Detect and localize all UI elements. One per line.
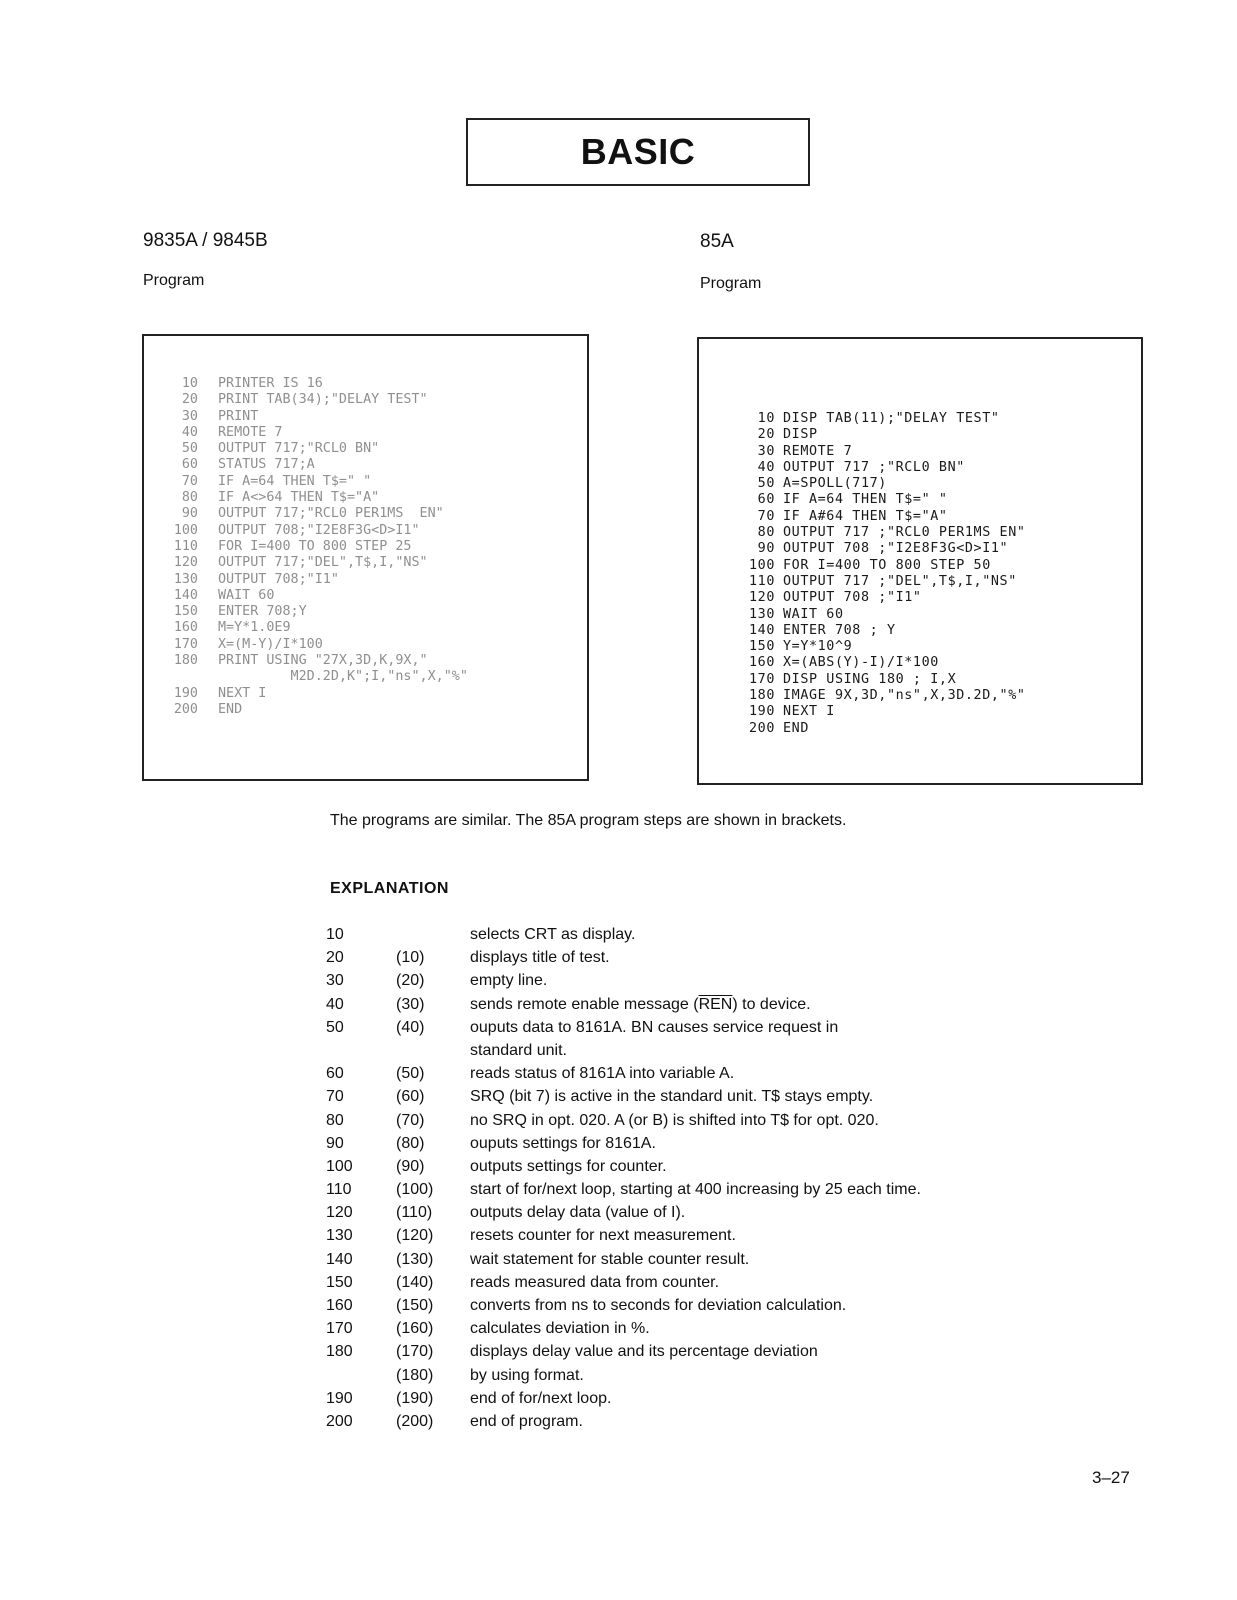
hp85-line-number: (170)	[396, 1343, 434, 1361]
code-line	[741, 655, 1026, 671]
code-text: FOR I=400 TO 800 STEP 50	[783, 557, 991, 573]
line-number: 100	[173, 522, 198, 538]
line-number: 150	[173, 604, 198, 620]
line-number: 100	[749, 557, 775, 573]
explanation-row	[322, 1065, 1022, 1088]
hp85-line-number: (60)	[396, 1088, 425, 1106]
explanation-text: end of for/next loop.	[470, 1389, 612, 1407]
line-number: 90	[757, 541, 775, 557]
basic-line-number: 120	[326, 1204, 353, 1222]
code-line	[741, 688, 1026, 704]
line-number: 160	[749, 655, 775, 671]
explanation-row	[322, 1181, 1022, 1204]
right-program-listing	[697, 337, 1143, 785]
explanation-text: converts from ns to seconds for deviation calculation.	[470, 1297, 847, 1314]
explanation-row	[322, 1413, 1022, 1436]
code-line	[164, 539, 468, 555]
code-line	[741, 476, 1026, 492]
code-text: A=SPOLL(717)	[783, 476, 887, 492]
hp85-line-number: (40)	[396, 1018, 425, 1036]
code-text: PRINT	[218, 408, 259, 424]
basic-line-number: 190	[326, 1389, 353, 1407]
line-number: 60	[181, 457, 198, 473]
explanation-row	[322, 1390, 1022, 1413]
code-line	[164, 523, 468, 539]
code-line	[741, 590, 1026, 606]
hp85-line-number: (140)	[396, 1273, 434, 1291]
code-text: OUTPUT 708;"I2E8F3G<D>I1"	[218, 522, 420, 538]
explanation-row	[322, 1135, 1022, 1158]
explanation-row	[322, 1042, 1022, 1065]
code-line	[741, 574, 1026, 590]
code-line	[741, 427, 1026, 443]
basic-line-number: 200	[326, 1412, 353, 1430]
ren-overline-mnemonic: $\overline{REN}$	[698, 995, 733, 1013]
explanation-text: ouputs data to 8161A. BN causes service request in	[470, 1018, 839, 1036]
hp85-line-number: (130)	[396, 1250, 434, 1268]
line-number: 80	[181, 490, 198, 506]
explanation-text: start of for/next loop, starting at 400 increasing by 25 each time.	[470, 1181, 921, 1199]
page-number: 3–27	[1092, 1468, 1130, 1487]
code-line	[164, 686, 468, 702]
basic-line-number: 60	[326, 1065, 344, 1083]
code-text: OUTPUT 708 ;"I2E8F3G<D>I1"	[783, 541, 1009, 557]
basic-line-number: 110	[326, 1181, 352, 1199]
code-line	[741, 704, 1026, 720]
left-program-label: Program	[143, 272, 205, 289]
line-number: 90	[181, 506, 198, 522]
code-text: M2D.2D,K";I,"ns",X,"%"	[218, 669, 468, 685]
code-text: IMAGE 9X,3D,"ns",X,3D.2D,"%"	[783, 688, 1026, 704]
code-text: DISP	[783, 427, 818, 443]
explanation-text: resets counter for next measurement.	[470, 1227, 736, 1245]
explanation-text: reads measured data from counter.	[470, 1273, 720, 1291]
line-number: 30	[757, 443, 775, 459]
line-number: 180	[173, 653, 198, 669]
code-line	[164, 441, 468, 457]
explanation-row	[322, 1158, 1022, 1181]
line-number: 60	[757, 492, 775, 508]
line-number: 70	[181, 473, 198, 489]
title-box	[466, 118, 810, 186]
explanation-row	[322, 1274, 1022, 1297]
line-number	[164, 669, 198, 685]
left-model-heading: 9835A / 9845B	[143, 230, 268, 251]
line-number: 40	[181, 424, 198, 440]
code-line	[741, 411, 1026, 427]
hp85-line-number: (200)	[396, 1412, 434, 1430]
code-line	[741, 721, 1026, 737]
explanation-text: displays title of test.	[470, 949, 610, 967]
explanation-row	[322, 1088, 1022, 1111]
basic-line-number: 160	[326, 1297, 353, 1314]
code-text: IF A=64 THEN T$=" "	[783, 492, 948, 508]
code-line	[164, 555, 468, 571]
code-line	[741, 460, 1026, 476]
line-number: 40	[757, 459, 775, 475]
line-number: 120	[749, 590, 775, 606]
line-number: 200	[749, 720, 775, 736]
basic-line-number: 40	[326, 995, 344, 1013]
code-text: REMOTE 7	[218, 424, 283, 440]
code-line	[164, 376, 468, 392]
explanation-row	[322, 996, 1022, 1019]
basic-line-number: 10	[326, 926, 344, 943]
explanation-row	[322, 1227, 1022, 1250]
hp85-line-number: (20)	[396, 972, 425, 990]
explanation-text: outputs delay data (value of I).	[470, 1204, 686, 1222]
code-text: END	[783, 720, 809, 736]
basic-line-number: 100	[326, 1157, 353, 1175]
line-number: 50	[181, 441, 198, 457]
line-number: 140	[749, 622, 775, 638]
explanation-row	[322, 1343, 1022, 1366]
code-line	[164, 637, 468, 653]
right-model-heading: 85A	[700, 231, 734, 252]
code-text: M=Y*1.0E9	[218, 620, 291, 636]
hp85-line-number: (50)	[396, 1065, 425, 1083]
code-text: OUTPUT 708;"I1"	[218, 571, 339, 587]
code-text: DISP TAB(11);"DELAY TEST"	[783, 411, 1000, 426]
explanation-row	[322, 926, 1022, 949]
code-text: REMOTE 7	[783, 443, 853, 459]
code-text: END	[218, 701, 243, 717]
explanation-text: SRQ (bit 7) is active in the standard unit. T$ stays empty.	[470, 1088, 874, 1106]
code-line	[164, 572, 468, 588]
code-line	[741, 623, 1026, 639]
explanation-row	[322, 949, 1022, 972]
code-line	[164, 620, 468, 636]
basic-line-number: 170	[326, 1320, 353, 1338]
basic-line-number: 70	[326, 1088, 344, 1106]
line-number: 20	[181, 392, 198, 408]
code-text: ENTER 708;Y	[218, 604, 307, 620]
hp85-line-number	[396, 1042, 466, 1065]
page-title: BASIC	[580, 131, 696, 172]
code-line	[164, 457, 468, 473]
explanation-row	[322, 1204, 1022, 1227]
left-program-listing	[142, 334, 589, 781]
explanation-text: end of program.	[470, 1412, 583, 1430]
code-text: OUTPUT 717;"RCL0 BN"	[218, 441, 380, 457]
basic-line-number: 90	[326, 1134, 344, 1152]
left-code-lines	[164, 376, 468, 718]
explanation-row	[322, 1297, 1022, 1320]
explanation-text: ouputs settings for 8161A.	[470, 1134, 656, 1152]
explanation-table	[322, 926, 1022, 1436]
explanation-row	[322, 1019, 1022, 1042]
code-line	[741, 492, 1026, 508]
intro-text: The programs are similar. The 85A program steps are shown in brackets.	[330, 812, 847, 829]
basic-line-number: 180	[326, 1343, 353, 1361]
line-number: 190	[173, 685, 198, 701]
code-line	[741, 525, 1026, 541]
explanation-row	[322, 972, 1022, 995]
right-code-lines	[741, 411, 1026, 737]
code-line	[164, 392, 468, 408]
hp85-line-number	[396, 926, 466, 949]
code-text: OUTPUT 717 ;"RCL0 BN"	[783, 459, 965, 475]
code-line	[741, 639, 1026, 655]
code-text: NEXT I	[783, 704, 835, 720]
line-number: 10	[757, 411, 775, 426]
code-line	[741, 509, 1026, 525]
code-line	[164, 604, 468, 620]
code-text: ENTER 708 ; Y	[783, 622, 896, 638]
line-number: 30	[181, 408, 198, 424]
basic-line-number	[322, 1367, 396, 1390]
code-text: OUTPUT 717 ;"DEL",T$,I,"NS"	[783, 573, 1017, 589]
code-text: OUTPUT 717;"RCL0 PER1MS EN"	[218, 506, 444, 522]
explanation-row	[322, 1320, 1022, 1343]
code-line	[164, 506, 468, 522]
hp85-line-number: (180)	[396, 1366, 434, 1384]
explanation-text: selects CRT as display.	[470, 926, 636, 943]
code-line	[164, 425, 468, 441]
line-number: 80	[757, 525, 775, 541]
explanation-text: empty line.	[470, 972, 548, 990]
hp85-line-number: (30)	[396, 995, 425, 1013]
line-number: 160	[173, 620, 198, 636]
line-number: 150	[749, 639, 775, 655]
code-line	[164, 669, 468, 685]
explanation-text: displays delay value and its percentage deviation	[470, 1343, 818, 1361]
code-text: X=(M-Y)/I*100	[218, 636, 323, 652]
hp85-line-number: (110)	[396, 1204, 433, 1222]
basic-line-number: 130	[326, 1227, 353, 1245]
code-line	[164, 409, 468, 425]
code-text: OUTPUT 717 ;"RCL0 PER1MS EN"	[783, 525, 1026, 541]
basic-line-number: 140	[326, 1250, 353, 1268]
basic-line-number	[322, 1042, 396, 1065]
line-number: 70	[757, 508, 775, 524]
right-program-label: Program	[700, 275, 762, 292]
basic-line-number: 20	[326, 949, 344, 967]
code-text: PRINT USING "27X,3D,K,9X,"	[218, 653, 428, 669]
explanation-text: reads status of 8161A into variable A.	[470, 1065, 735, 1083]
code-text: IF A<>64 THEN T$="A"	[218, 490, 380, 506]
code-text: STATUS 717;A	[218, 457, 315, 473]
code-line	[741, 444, 1026, 460]
code-line	[741, 607, 1026, 623]
basic-line-number: 50	[326, 1018, 344, 1036]
explanation-text	[466, 996, 1022, 1019]
hp85-line-number: (80)	[396, 1134, 425, 1152]
hp85-line-number: (150)	[396, 1297, 434, 1314]
explanation-text: calculates deviation in %.	[470, 1320, 650, 1338]
explanation-text: by using format.	[470, 1366, 584, 1384]
code-text: X=(ABS(Y)-I)/I*100	[783, 655, 939, 671]
line-number: 110	[173, 538, 198, 554]
line-number: 140	[173, 587, 198, 603]
code-text: OUTPUT 708 ;"I1"	[783, 590, 922, 606]
line-number: 20	[757, 427, 775, 443]
line-number: 130	[749, 606, 775, 622]
explanation-text: outputs settings for counter.	[470, 1157, 667, 1175]
line-number: 120	[173, 555, 198, 571]
code-text: DISP USING 180 ; I,X	[783, 671, 957, 687]
hp85-line-number: (90)	[396, 1157, 425, 1175]
line-number: 180	[749, 688, 775, 704]
line-number: 190	[749, 704, 775, 720]
explanation-text: no SRQ in opt. 020. A (or B) is shifted into T$ for opt. 020.	[470, 1111, 879, 1129]
code-text: PRINTER IS 16	[218, 376, 323, 391]
code-text: NEXT I	[218, 685, 267, 701]
code-line	[164, 653, 468, 669]
code-text: WAIT 60	[783, 606, 844, 622]
hp85-line-number: (10)	[396, 949, 425, 967]
line-number: 170	[749, 671, 775, 687]
code-text: WAIT 60	[218, 587, 275, 603]
line-number: 50	[757, 476, 775, 492]
code-text: PRINT TAB(34);"DELAY TEST"	[218, 392, 428, 408]
line-number: 130	[173, 571, 198, 587]
code-line	[164, 588, 468, 604]
explanation-row	[322, 1112, 1022, 1135]
hp85-line-number: (190)	[396, 1389, 434, 1407]
hp85-line-number: (100)	[396, 1181, 434, 1199]
explanation-title: EXPLANATION	[330, 880, 449, 897]
explanation-text: wait statement for stable counter result.	[470, 1250, 750, 1268]
line-number: 10	[181, 376, 198, 391]
code-line	[741, 541, 1026, 557]
line-number: 170	[173, 636, 198, 652]
explanation-text-pre: sends remote enable message (	[470, 995, 699, 1013]
basic-line-number: 150	[326, 1273, 353, 1291]
line-number: 200	[173, 701, 198, 717]
code-text: FOR I=400 TO 800 STEP 25	[218, 538, 412, 554]
basic-line-number: 80	[326, 1111, 344, 1129]
code-text: IF A=64 THEN T$=" "	[218, 473, 372, 489]
hp85-line-number: (160)	[396, 1320, 434, 1338]
code-text: OUTPUT 717;"DEL",T$,I,"NS"	[218, 555, 428, 571]
code-line	[164, 474, 468, 490]
code-line	[164, 702, 468, 718]
code-line	[741, 558, 1026, 574]
explanation-text: standard unit.	[470, 1041, 567, 1059]
code-text: Y=Y*10^9	[783, 639, 853, 655]
explanation-row	[322, 1367, 1022, 1390]
code-line	[741, 672, 1026, 688]
code-text: IF A#64 THEN T$="A"	[783, 508, 948, 524]
hp85-line-number: (120)	[396, 1227, 434, 1245]
explanation-text-post: ) to device.	[732, 995, 811, 1013]
basic-line-number: 30	[326, 972, 344, 990]
explanation-row	[322, 1251, 1022, 1274]
code-line	[164, 490, 468, 506]
line-number: 110	[749, 573, 775, 589]
hp85-line-number: (70)	[396, 1111, 425, 1129]
